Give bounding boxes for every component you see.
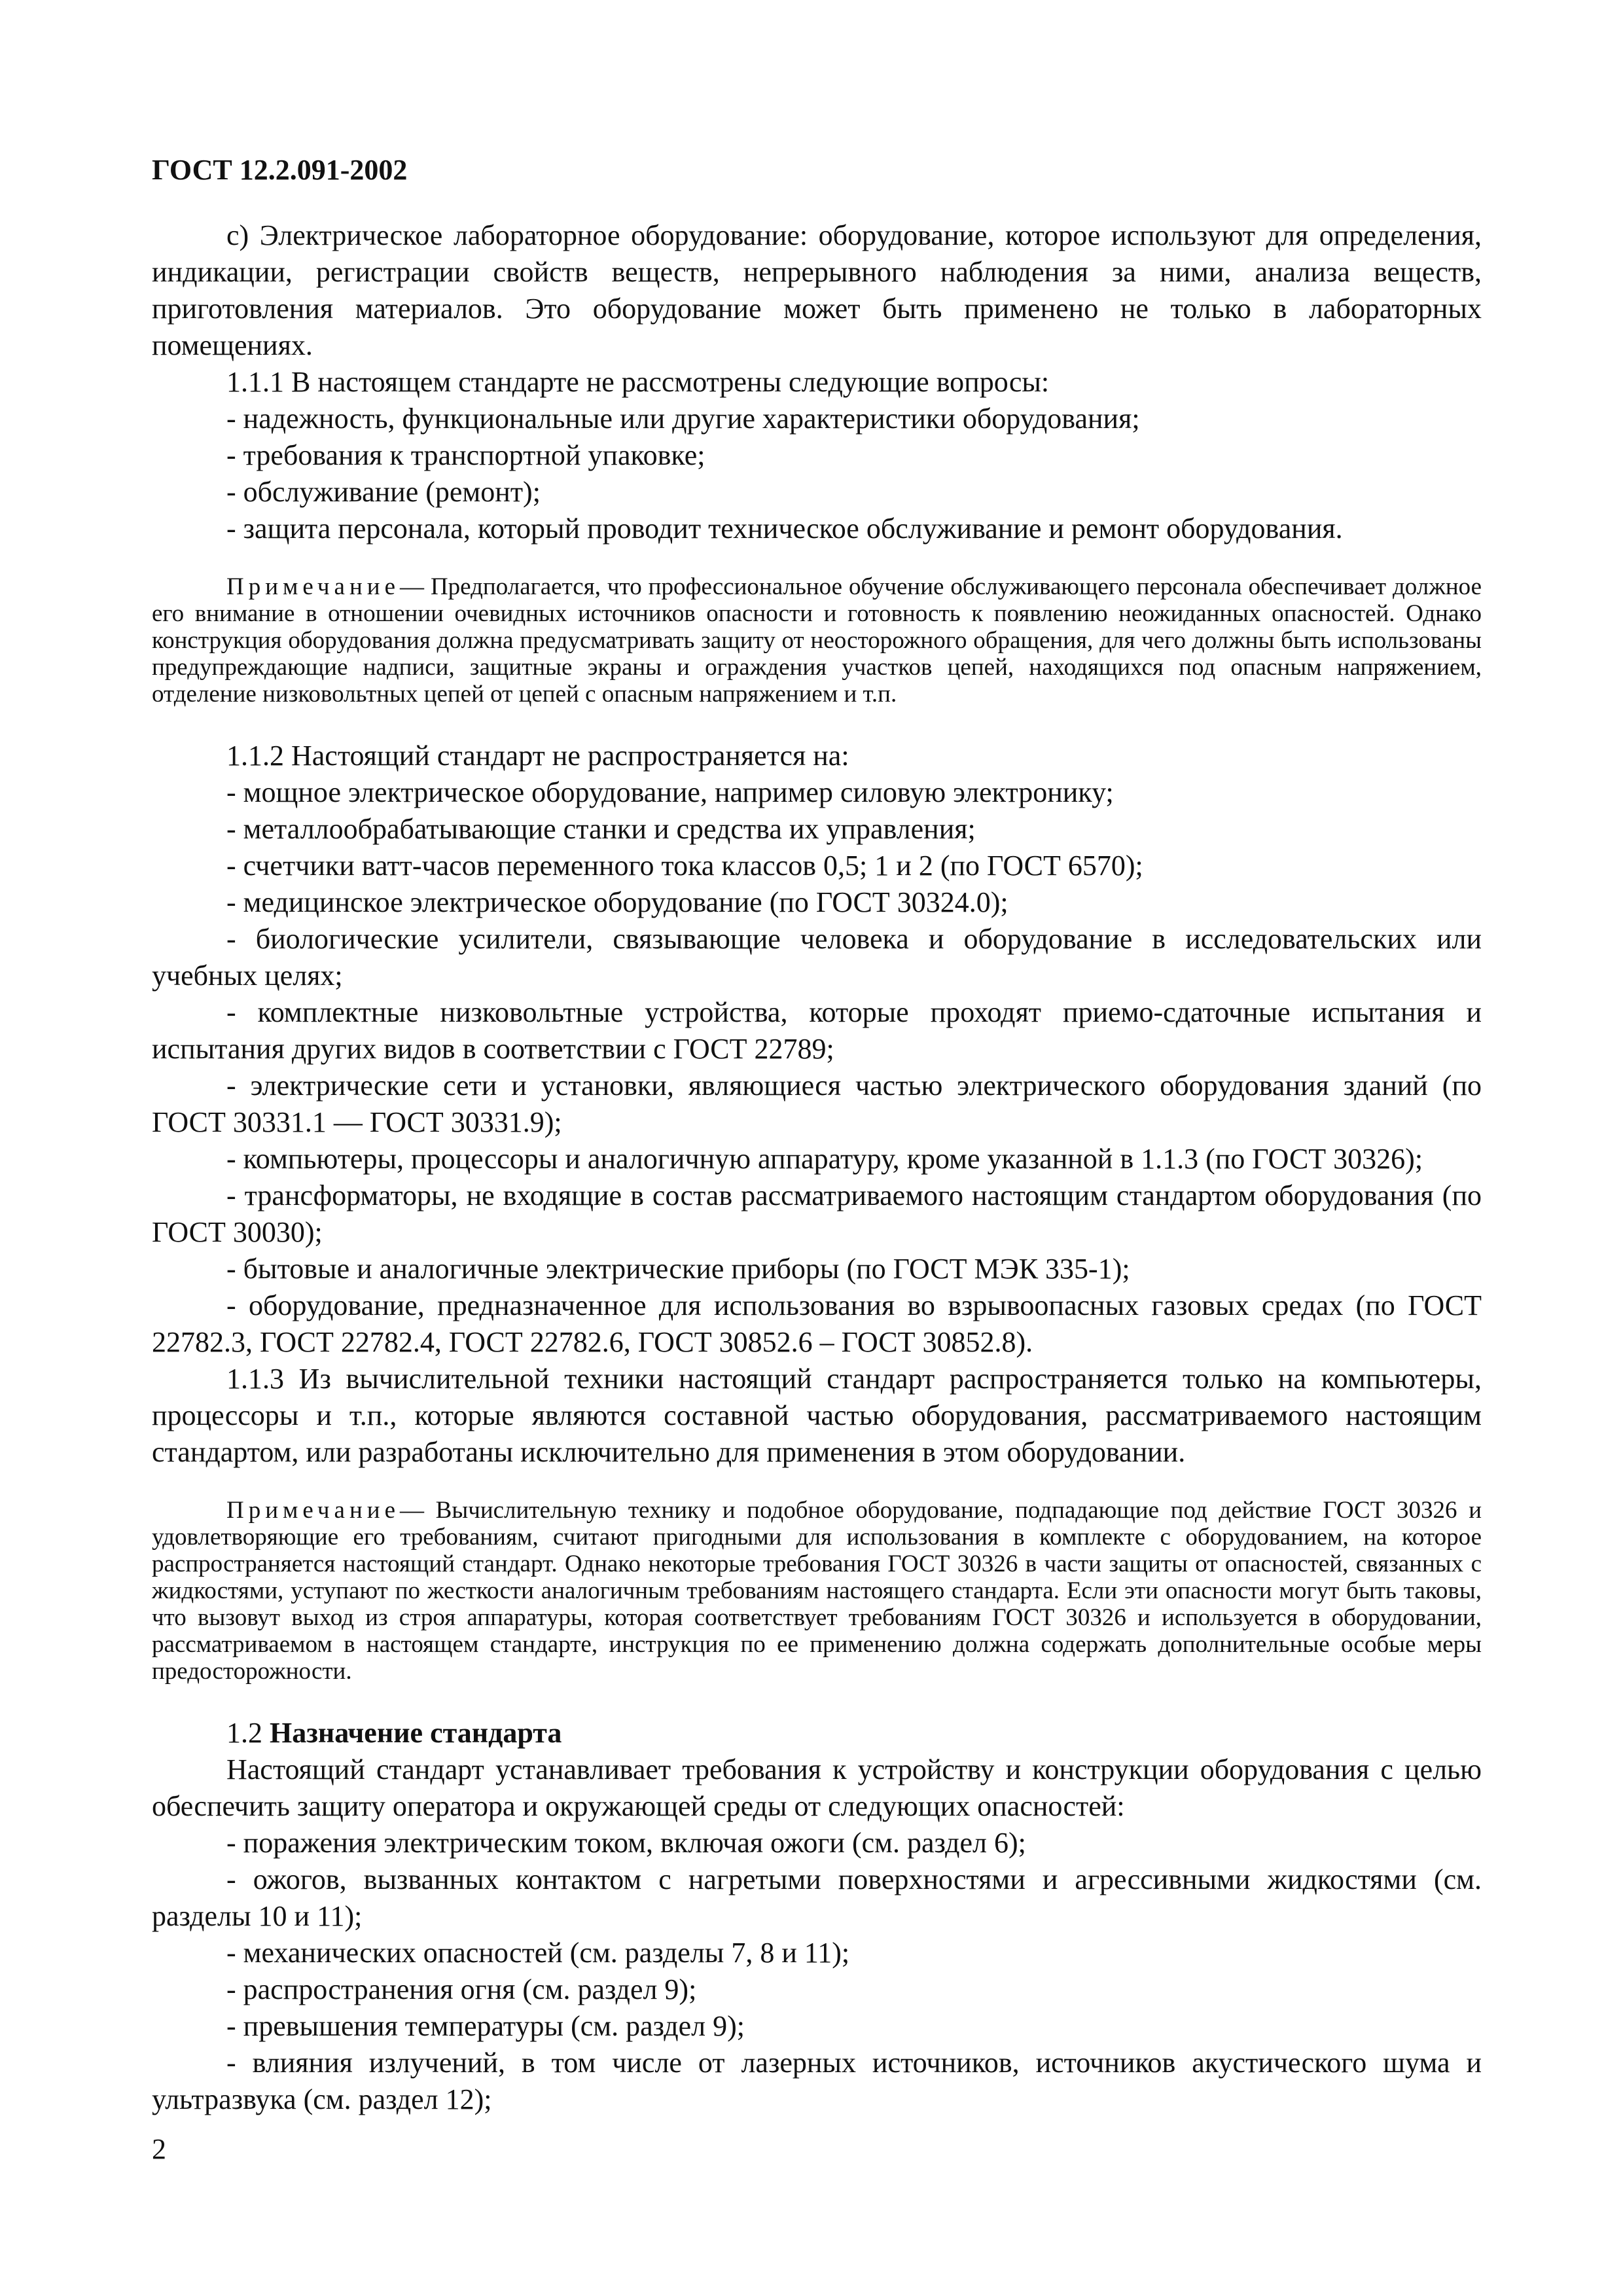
list-item: - трансформаторы, не входящие в состав рассматриваемого настоящим стандартом оборудования (по ГОСТ 30030); bbox=[152, 1179, 1482, 1248]
list-item: - распространения огня (см. раздел 9); bbox=[226, 1973, 697, 2005]
list-item: - биологические усилители, связывающие человека и оборудование в исследовательских или учебных целях; bbox=[152, 923, 1482, 992]
paragraph-c: c) Электрическое лабораторное оборудование: оборудование, которое используют для определения, индикации, регистрации свойств веществ, непрерывного наблюдения за ними, анализа веществ, приготовления материалов. Это оборудование может быть применено не только в лабораторных помещениях. bbox=[152, 219, 1482, 361]
list-item: - превышения температуры (см. раздел 9); bbox=[226, 2010, 745, 2042]
note-2 bbox=[152, 1497, 1482, 1685]
list-item: - бытовые и аналогичные электрические приборы (по ГОСТ МЭК 335-1); bbox=[226, 1253, 1130, 1285]
clause-1-1-1-heading: 1.1.1 В настоящем стандарте не рассмотрены следующие вопросы: bbox=[226, 366, 1050, 398]
list-item: - ожогов, вызванных контактом с нагретыми поверхностями и агрессивными жидкостями (см. разделы 10 и 11); bbox=[152, 1863, 1482, 1932]
list-item: - компьютеры, процессоры и аналогичную аппаратуру, кроме указанной в 1.1.3 (по ГОСТ 30326); bbox=[226, 1143, 1423, 1175]
clause-1-1-2-heading: 1.1.2 Настоящий стандарт не распространяется на: bbox=[226, 740, 849, 772]
clause-1-1-3: 1.1.3 Из вычислительной техники настоящий стандарт распространяется только на компьютеры, процессоры и т.п., которые являются составной частью оборудования, рассматриваемого настоящим стандартом, или разработаны исключительно для применения в этом оборудовании. bbox=[152, 1363, 1482, 1468]
note-label: Примечание bbox=[226, 573, 400, 600]
note-1 bbox=[152, 573, 1482, 708]
list-item: - металлообрабатывающие станки и средства их управления; bbox=[226, 813, 976, 845]
list-item: - требования к транспортной упаковке; bbox=[226, 439, 705, 471]
list-item: - оборудование, предназначенное для использования во взрывоопасных газовых средах (по ГОСТ 22782.3, ГОСТ 22782.4, ГОСТ 22782.6, ГОСТ 30852.6 – ГОСТ 30852.8). bbox=[152, 1289, 1482, 1358]
section-number: 1.2 bbox=[226, 1717, 262, 1749]
page-number: 2 bbox=[152, 2133, 166, 2165]
list-item: - надежность, функциональные или другие характеристики оборудования; bbox=[226, 403, 1140, 435]
document-page bbox=[152, 152, 1482, 2227]
list-item: - медицинское электрическое оборудование (по ГОСТ 30324.0); bbox=[226, 886, 1008, 918]
document-header: ГОСТ 12.2.091-2002 bbox=[152, 154, 408, 186]
list-item: - счетчики ватт-часов переменного тока классов 0,5; 1 и 2 (по ГОСТ 6570); bbox=[226, 850, 1143, 882]
note-1-text: — Предполагается, что профессиональное обучение обслуживающего персонала обеспечивает должное его внимание в отношении очевидных источников опасности и готовность к появлению неожиданных опасностей. Однако конструкция оборудования должна предусматривать защиту от неосторожного обращения, для чего должны быть использованы предупреждающие надписи, защитные экраны и ограждения участков цепей, находящихся под опасным напряжением, отделение низковольтных цепей от цепей с опасным напряжением и т.п. bbox=[152, 573, 1482, 708]
list-item: - защита персонала, который проводит техническое обслуживание и ремонт оборудования. bbox=[226, 512, 1343, 545]
list-item: - обслуживание (ремонт); bbox=[226, 476, 541, 508]
list-item: - механических опасностей (см. разделы 7, 8 и 11); bbox=[226, 1937, 850, 1969]
section-title: Назначение стандарта bbox=[270, 1717, 562, 1749]
list-item: - комплектные низковольтные устройства, которые проходят приемо-сдаточные испытания и испытания других видов в соответствии с ГОСТ 22789; bbox=[152, 996, 1482, 1065]
section-1-2-heading bbox=[152, 1715, 1482, 1751]
note-label: Примечание bbox=[226, 1497, 400, 1524]
note-2-text: — Вычислительную технику и подобное оборудование, подпадающие под действие ГОСТ 30326 и удовлетворяющие его требованиям, считают пригодными для использования в комплекте с оборудованием, на которое распространяется настоящий стандарт. Однако некоторые требования ГОСТ 30326 в части защиты от опасностей, связанных с жидкостями, уступают по жесткости аналогичным требованиям настоящего стандарта. Если эти опасности могут быть таковы, что вызовут выход из строя аппаратуры, которая соответствует требованиям ГОСТ 30326 и используется в оборудовании, рассматриваемом в настоящем стандарте, инструкция по ее применению должна содержать дополнительные особые меры предосторожности. bbox=[152, 1497, 1482, 1685]
list-item: - влияния излучений, в том числе от лазерных источников, источников акустического шума и ультразвука (см. раздел 12); bbox=[152, 2047, 1482, 2115]
section-1-2-intro: Настоящий стандарт устанавливает требования к устройству и конструкции оборудования с целью обеспечить защиту оператора и окружающей среды от следующих опасностей: bbox=[152, 1753, 1482, 1822]
list-item: - поражения электрическим током, включая ожоги (см. раздел 6); bbox=[226, 1827, 1026, 1859]
list-item: - электрические сети и установки, являющиеся частью электрического оборудования зданий (по ГОСТ 30331.1 — ГОСТ 30331.9); bbox=[152, 1069, 1482, 1138]
list-item: - мощное электрическое оборудование, например силовую электронику; bbox=[226, 776, 1114, 808]
